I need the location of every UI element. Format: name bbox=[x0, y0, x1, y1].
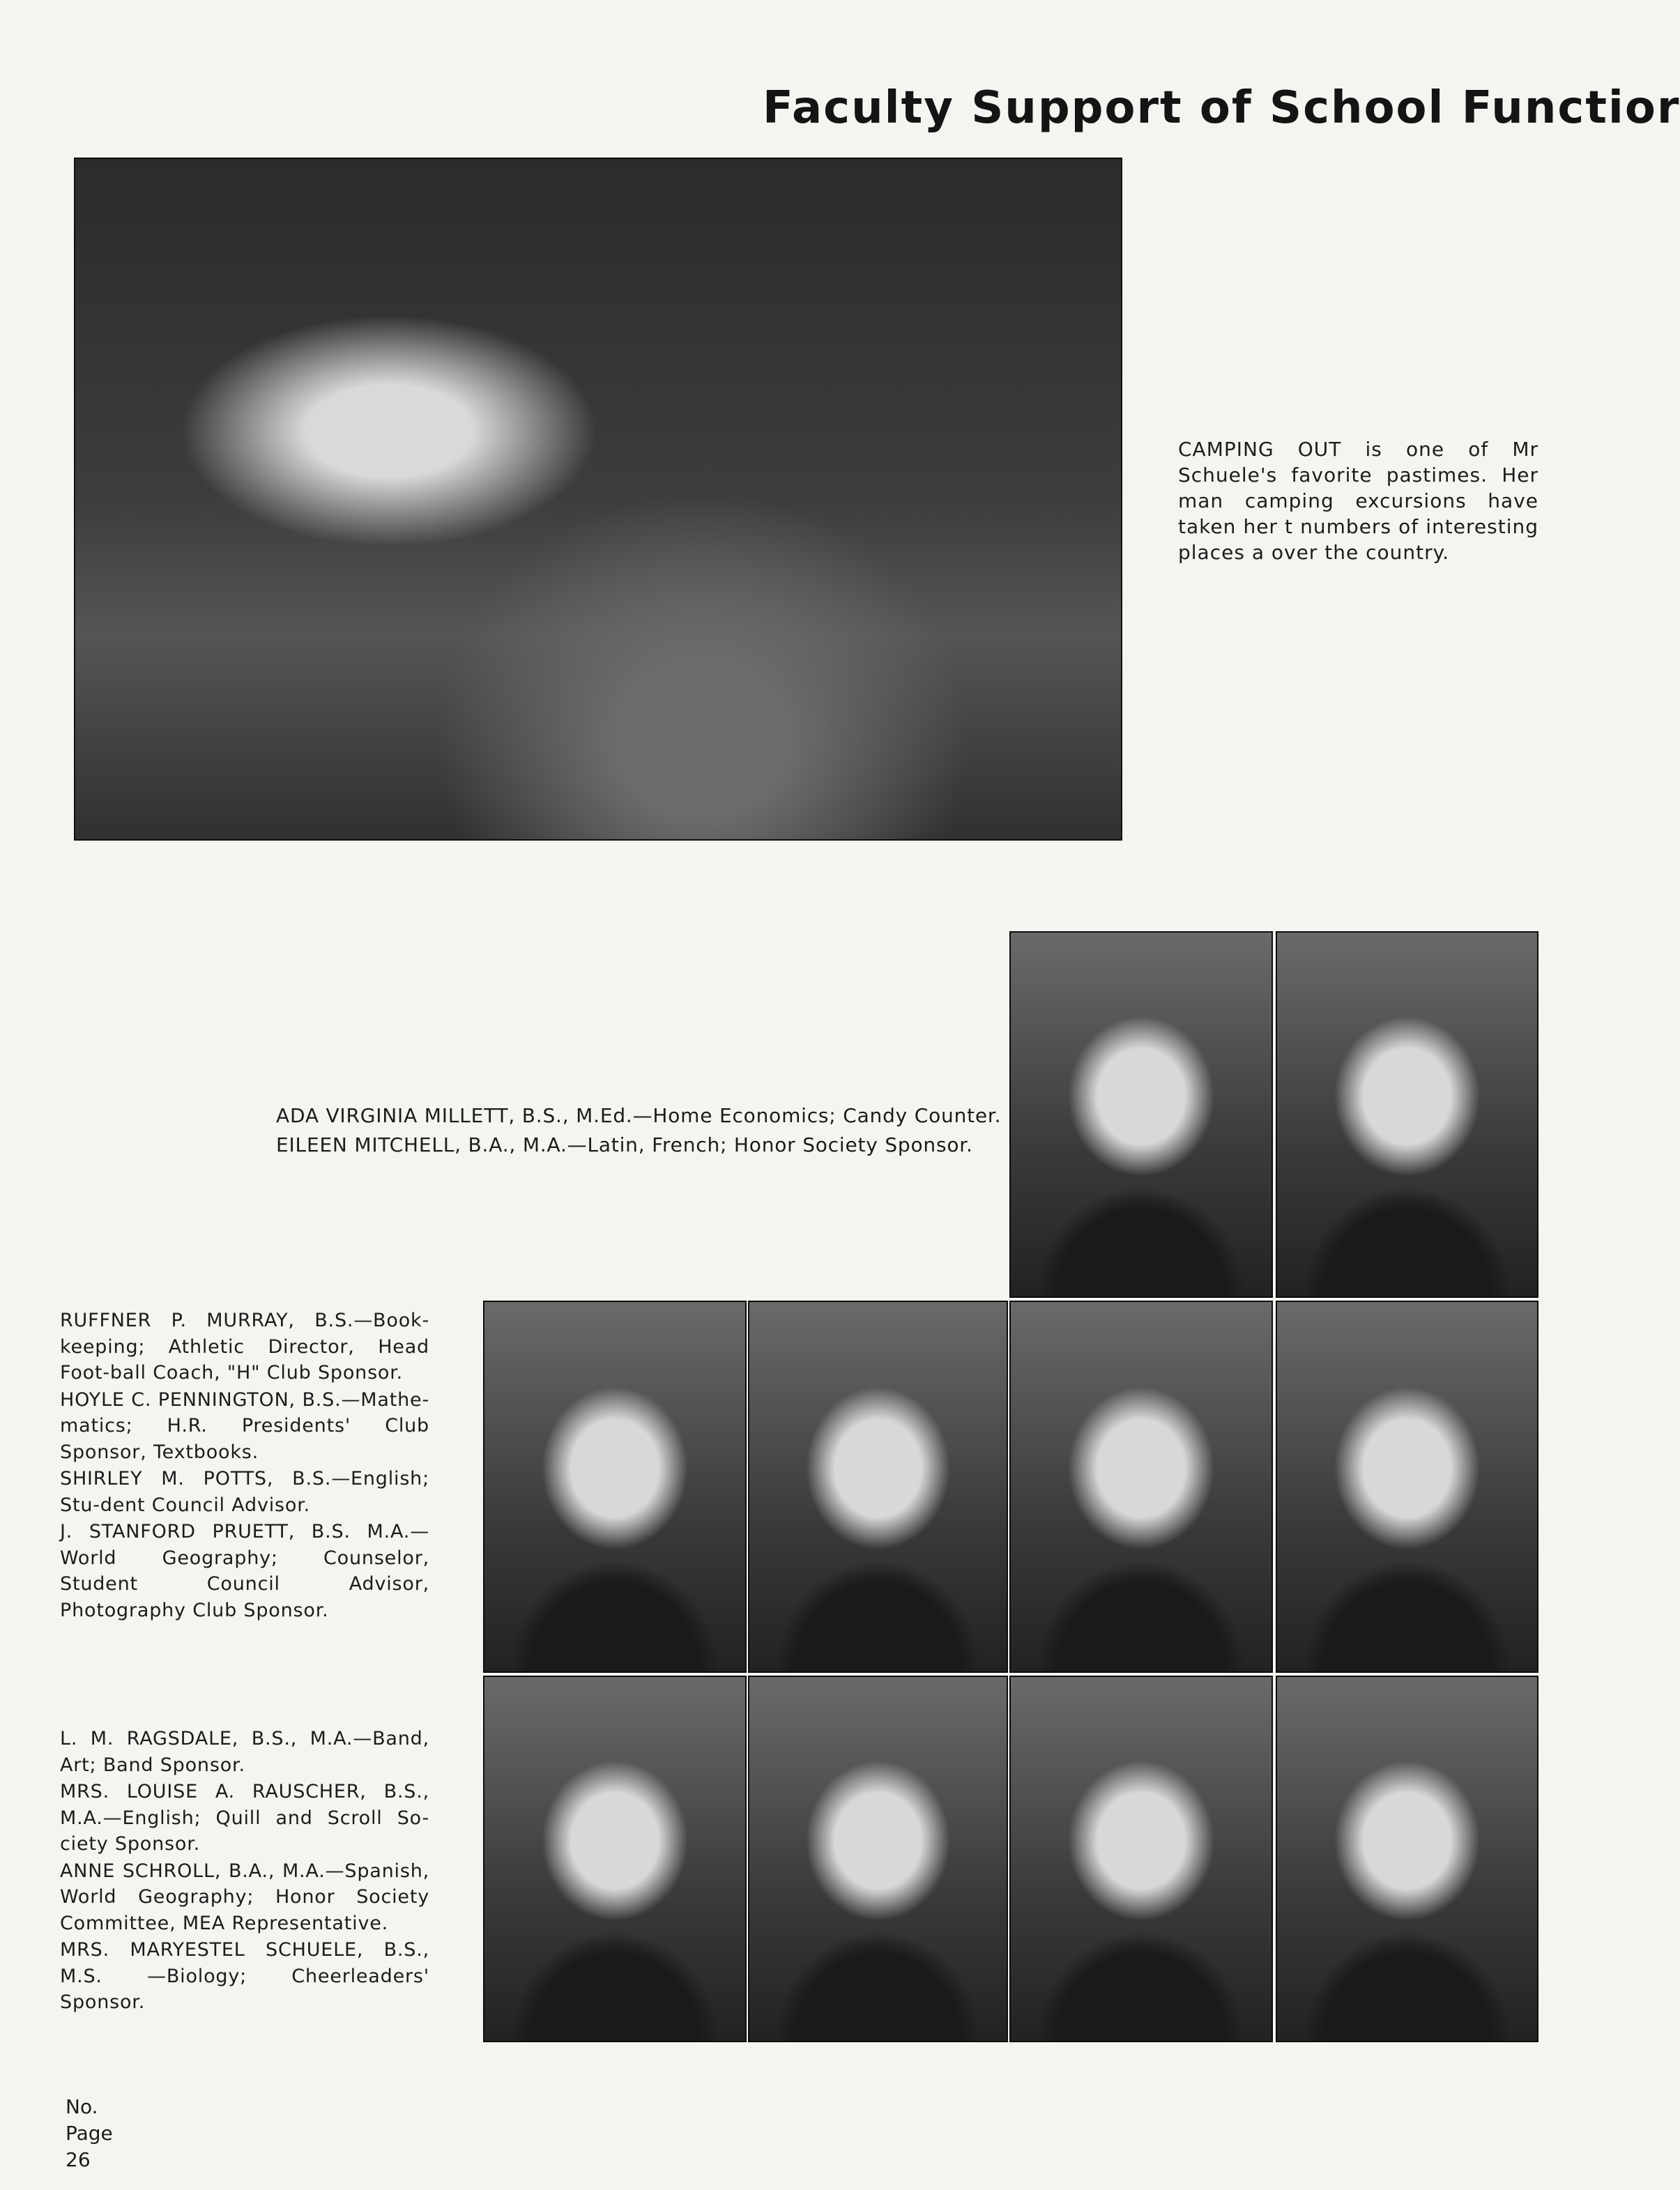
bio-pruett: J. STANFORD PRUETT, B.S. M.A.—World Geography; Counselor, Student Council Advisor, Photography Club Sponsor. bbox=[60, 1521, 429, 1621]
bio-schroll: ANNE SCHROLL, B.A., M.A.—Spanish, World Geography; Honor Society Committee, MEA Representative. bbox=[60, 1860, 429, 1934]
camping-photo bbox=[74, 158, 1122, 841]
page-folio bbox=[66, 2094, 113, 2173]
headshot-schroll bbox=[1009, 1676, 1273, 2042]
camping-caption-text: CAMPING OUT is one of Mr Schuele's favorite pastimes. Her man camping excursions have taken her t numbers of interesting places a over the country. bbox=[1178, 438, 1538, 564]
folio-no: No. bbox=[66, 2095, 98, 2118]
bio-murray: RUFFNER P. MURRAY, B.S.—Book-keeping; Athletic Director, Head Foot-ball Coach, "H" Club Sponsor. bbox=[60, 1310, 429, 1384]
bio-potts: SHIRLEY M. POTTS, B.S.—English; Stu-dent Council Advisor. bbox=[60, 1468, 429, 1516]
headshot-ragsdale bbox=[483, 1676, 747, 2042]
headshot-pruett bbox=[1276, 1301, 1538, 1673]
headshot-millett bbox=[1009, 931, 1273, 1298]
headshot-rauscher bbox=[748, 1676, 1008, 2042]
folio-page: Page bbox=[66, 2122, 113, 2145]
headshot-schuele bbox=[1276, 1676, 1538, 2042]
headshot-mitchell bbox=[1276, 931, 1538, 1298]
folio-number: 26 bbox=[66, 2148, 91, 2171]
bio-pennington: HOYLE C. PENNINGTON, B.S.—Mathe-matics; H.R. Presidents' Club Sponsor, Textbooks. bbox=[60, 1388, 429, 1463]
bio-schuele: MRS. MARYESTEL SCHUELE, B.S., M.S. —Biology; Cheerleaders' Sponsor. bbox=[60, 1939, 429, 2013]
headshot-murray bbox=[483, 1301, 747, 1673]
camping-caption bbox=[1178, 436, 1538, 565]
faculty-millett: ADA VIRGINIA MILLETT, B.S., M.Ed.—Home Economics; Candy Counter. bbox=[276, 1104, 1002, 1127]
faculty-mitchell: EILEEN MITCHELL, B.A., M.A.—Latin, French; Honor Society Sponsor. bbox=[276, 1133, 973, 1156]
headshot-potts bbox=[1009, 1301, 1273, 1673]
bio-ragsdale: L. M. RAGSDALE, B.S., M.A.—Band, Art; Band Sponsor. bbox=[60, 1728, 429, 1776]
headshot-pennington bbox=[748, 1301, 1008, 1673]
middle-bios bbox=[60, 1308, 429, 1624]
page-title: Faculty Support of School Functior bbox=[763, 82, 1680, 134]
bottom-bios bbox=[60, 1726, 429, 2016]
bio-rauscher: MRS. LOUISE A. RAUSCHER, B.S., M.A.—English; Quill and Scroll So-ciety Sponsor. bbox=[60, 1781, 429, 1855]
